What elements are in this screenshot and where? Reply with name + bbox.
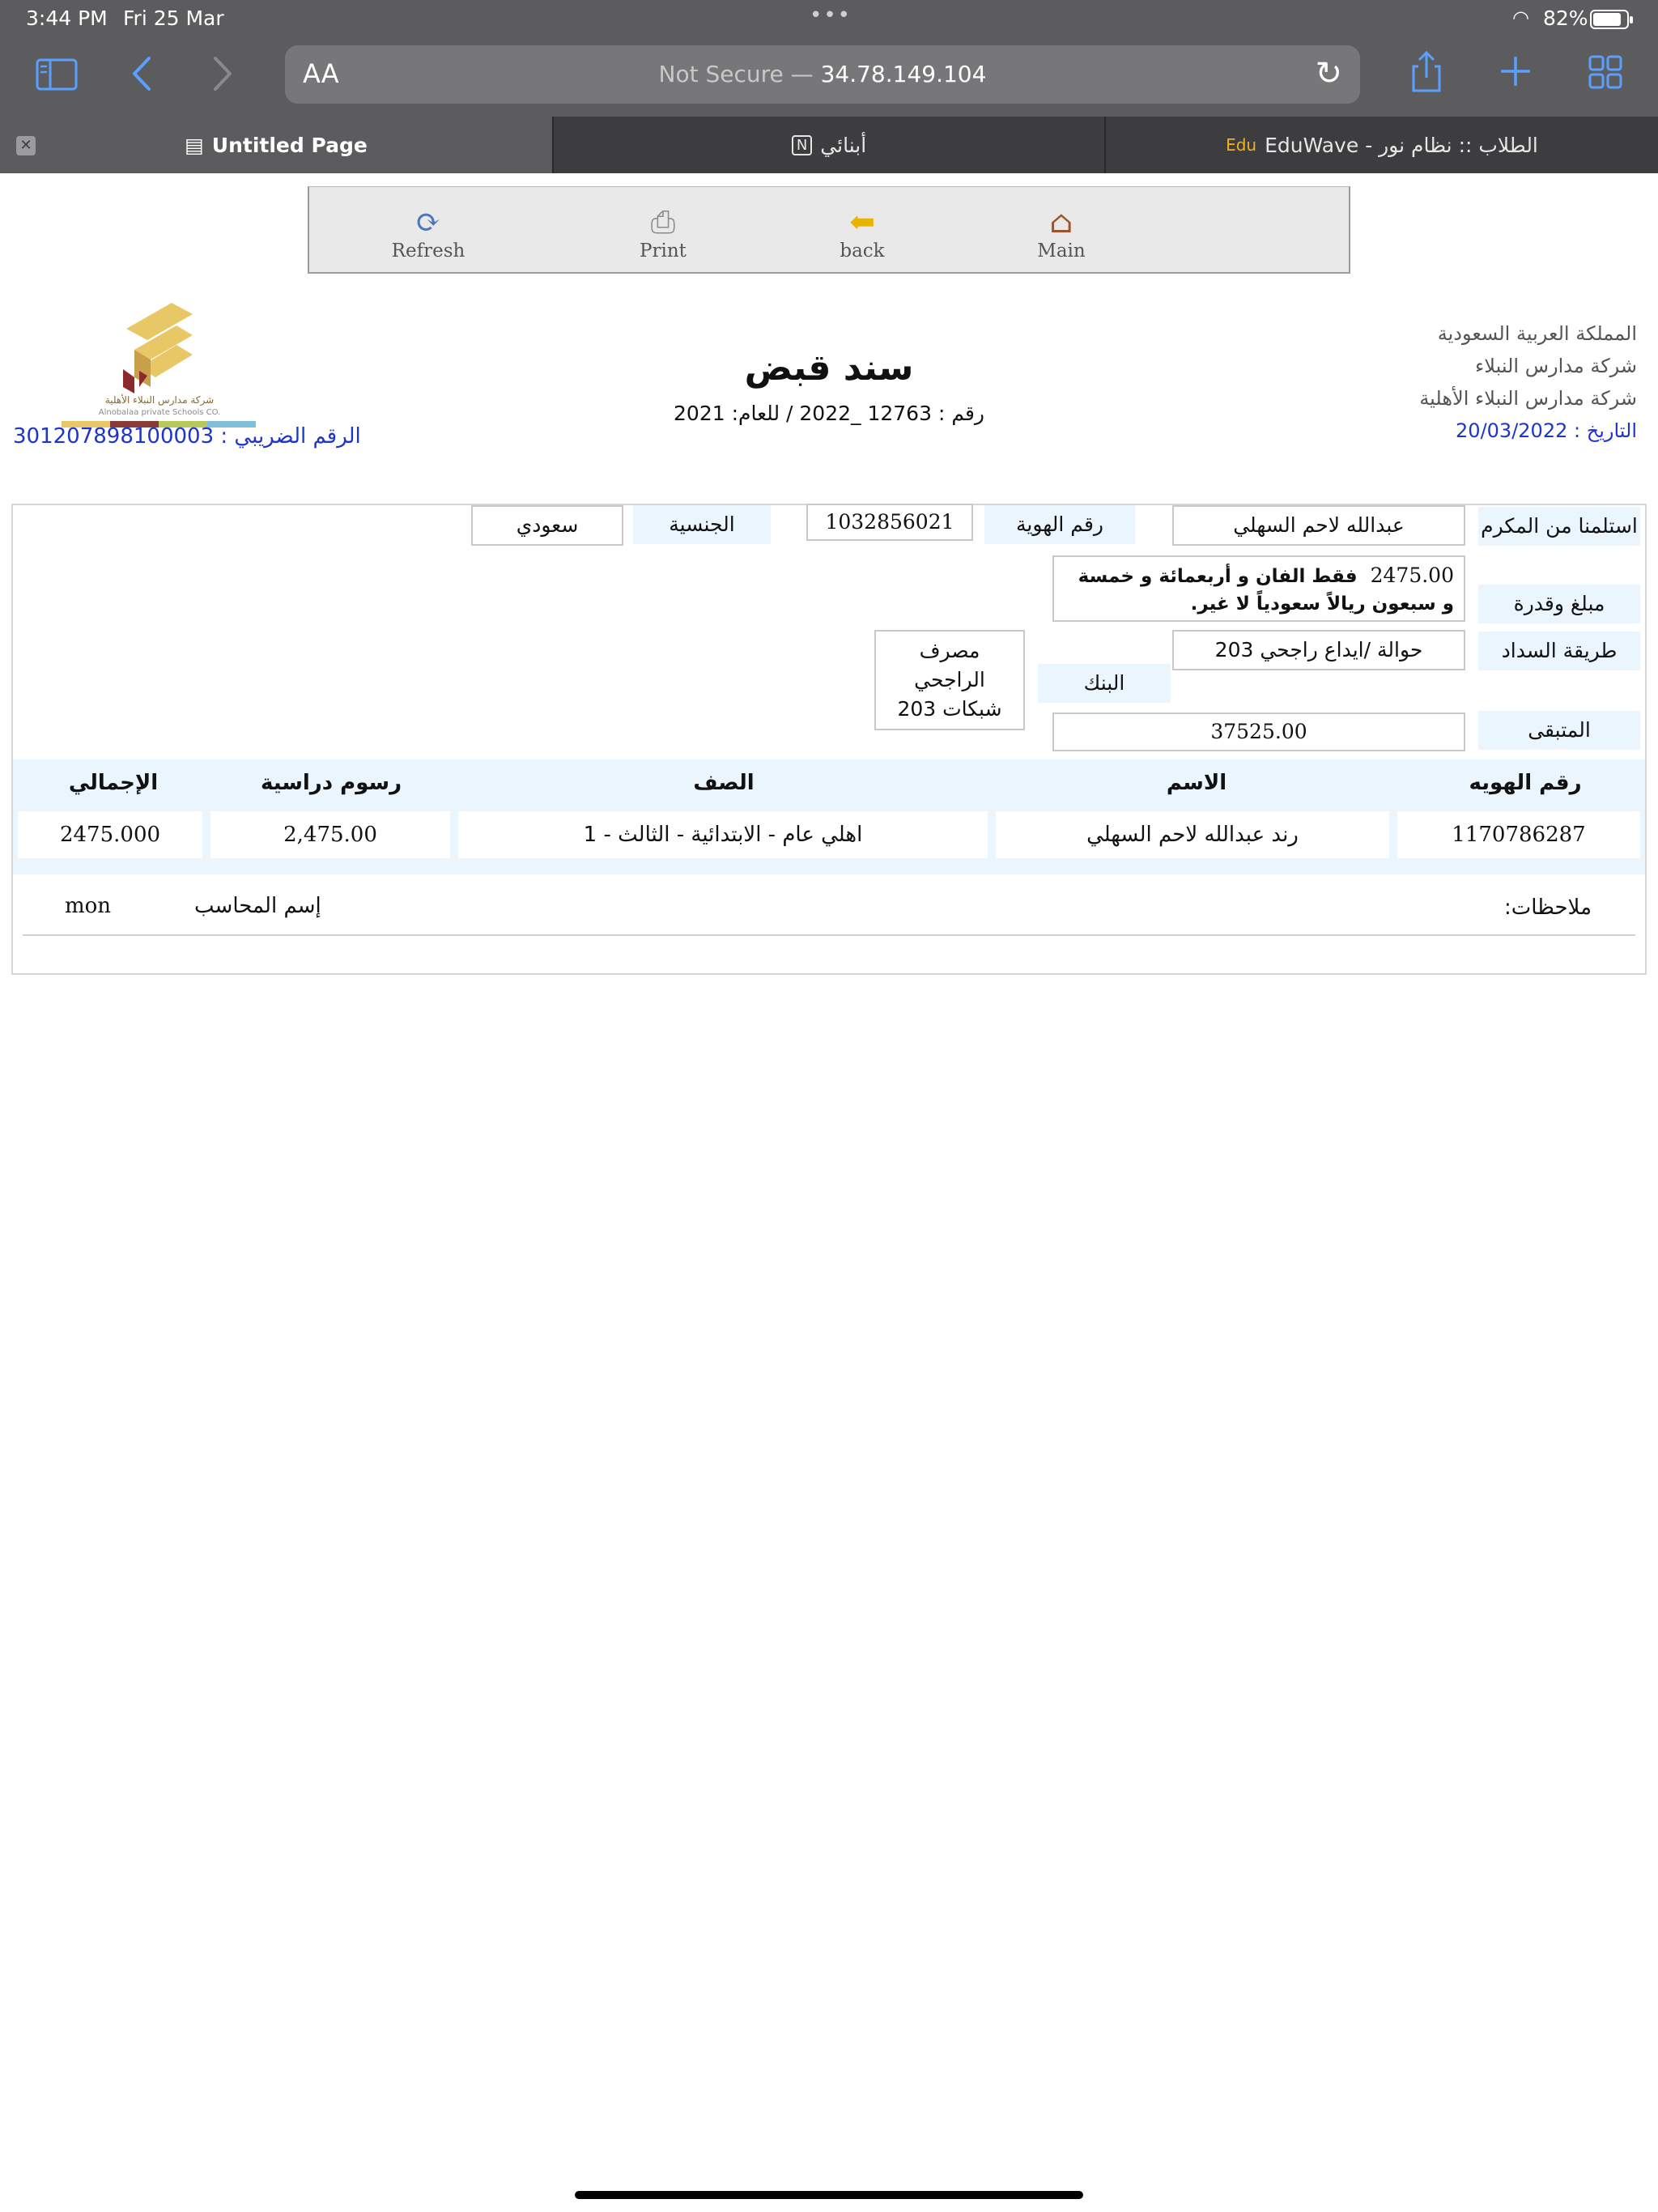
accountant-name: mon [65, 894, 112, 918]
cell-id: 1170786287 [1397, 811, 1640, 858]
payment-method-value: حوالة /ايداع راجحي 203 [1172, 630, 1465, 670]
receipt-number: رقم : 12763 _2022 / للعام: 2021 [674, 402, 984, 425]
close-tab-icon[interactable]: ✕ [16, 136, 36, 155]
multitasking-dots-icon[interactable]: ••• [810, 3, 852, 28]
main-button[interactable] [997, 203, 1126, 262]
col-header-name: الاسم [1166, 771, 1227, 795]
bank-label: البنك [1038, 664, 1171, 703]
cell-name: رند عبدالله لاحم السهلي [996, 811, 1389, 858]
table-footer-strip [13, 861, 1645, 874]
payment-method-label: طريقة السداد [1478, 632, 1640, 670]
tab-eduwave[interactable] [1104, 117, 1658, 173]
amount-number: 2475.00 [1370, 564, 1454, 587]
main-label: Main [1037, 240, 1086, 262]
back-chevron-icon[interactable] [130, 53, 154, 100]
tab-untitled-page[interactable] [0, 117, 552, 173]
print-button[interactable] [598, 203, 728, 262]
tab-abnaai[interactable] [552, 117, 1104, 173]
cell-fees: 2,475.00 [210, 811, 450, 858]
col-header-fees: رسوم دراسية [260, 771, 402, 795]
notes-label: ملاحظات: [1504, 895, 1592, 920]
edu-favicon-icon: Edu [1226, 135, 1257, 155]
remaining-label: المتبقى [1478, 711, 1640, 750]
fees-table-header [13, 759, 1645, 806]
tax-number: الرقم الضريبي : 301207898100003 [13, 424, 361, 449]
col-header-id: رقم الهويه [1469, 771, 1582, 795]
refresh-icon: ⟳ [415, 204, 441, 240]
page-toolbar [308, 186, 1350, 274]
cell-class: اهلي عام - الابتدائية - الثالث - 1 [458, 811, 988, 858]
remaining-value: 37525.00 [1052, 713, 1465, 751]
amount-label: مبلغ وقدرة [1478, 585, 1640, 623]
back-button[interactable] [797, 203, 927, 262]
home-indicator[interactable] [575, 2191, 1083, 2199]
back-label: back [840, 240, 885, 262]
wifi-icon: ◠ [1512, 6, 1529, 29]
bank-value: مصرف الراجحي شبكات 203 [874, 630, 1025, 730]
kingdom-name: المملكة العربية السعودية [1437, 322, 1637, 345]
tab-label: Untitled Page [211, 133, 368, 157]
cell-total: 2475.000 [18, 811, 202, 858]
tab-label: أبنائي [820, 133, 867, 157]
status-bar [0, 0, 1658, 37]
footer-divider [23, 934, 1635, 936]
accountant-label: إسم المحاسب [194, 894, 321, 918]
table-row [13, 806, 1645, 861]
tab-overview-icon[interactable] [1588, 55, 1622, 96]
battery-percentage: 82% [1543, 6, 1588, 30]
refresh-button[interactable] [363, 203, 493, 262]
url-host: 34.78.149.104 [820, 61, 987, 87]
nationality-label: الجنسية [633, 505, 771, 544]
home-icon: ⌂ [1049, 204, 1073, 240]
url-not-secure-label: Not Secure — [658, 61, 821, 87]
tab-bar [0, 117, 1658, 173]
address-bar[interactable] [285, 45, 1360, 104]
share-icon[interactable] [1410, 50, 1443, 100]
received-from-value: عبدالله لاحم السهلي [1172, 505, 1465, 546]
amount-text: فقط الفان و أربعمائة و خمسة و سبعون ريالاً سعودياً لا غير. [1078, 566, 1454, 615]
browser-toolbar [0, 37, 1658, 117]
col-header-class: الصف [693, 771, 755, 795]
forward-chevron-icon[interactable] [210, 53, 235, 100]
col-header-total: الإجمالي [68, 771, 159, 795]
page-favicon-icon: ▤ [185, 133, 204, 157]
print-label: Print [640, 240, 687, 262]
nationality-value: سعودي [471, 505, 623, 546]
reader-text-size-button[interactable]: AA [303, 58, 339, 89]
school-logo [58, 303, 261, 434]
tab-label: الطلاب :: نظام نور - EduWave [1265, 133, 1538, 157]
id-number-label: رقم الهوية [984, 505, 1135, 544]
printer-icon: ⎙ [650, 204, 676, 240]
battery-icon [1590, 10, 1629, 29]
received-from-label: استلمنا من المكرم [1478, 507, 1640, 546]
page-title: سند قبض [744, 347, 914, 389]
company-full-name: شركة مدارس النبلاء الأهلية [1419, 387, 1637, 410]
id-number-value: 1032856021 [806, 504, 973, 541]
amount-value [1052, 555, 1465, 622]
reload-icon[interactable]: ↻ [1315, 55, 1342, 92]
company-name: شركة مدارس النبلاء [1475, 355, 1637, 377]
refresh-label: Refresh [391, 240, 466, 262]
status-date: Fri 25 Mar [123, 6, 224, 30]
url-display[interactable] [285, 61, 1360, 87]
new-tab-icon[interactable] [1499, 55, 1532, 94]
receipt-date: التاريخ : 20/03/2022 [1456, 419, 1637, 442]
logo-arabic-text: شركة مدارس النبلاء الأهلية [104, 394, 215, 406]
back-arrow-icon: ⬅ [849, 204, 875, 240]
logo-english-text: Alnobalaa private Schools CO. [98, 408, 221, 417]
n-favicon-icon: N [792, 135, 812, 155]
page-content [0, 173, 1658, 2212]
sidebar-icon[interactable] [36, 57, 78, 99]
status-time: 3:44 PM [26, 6, 108, 30]
